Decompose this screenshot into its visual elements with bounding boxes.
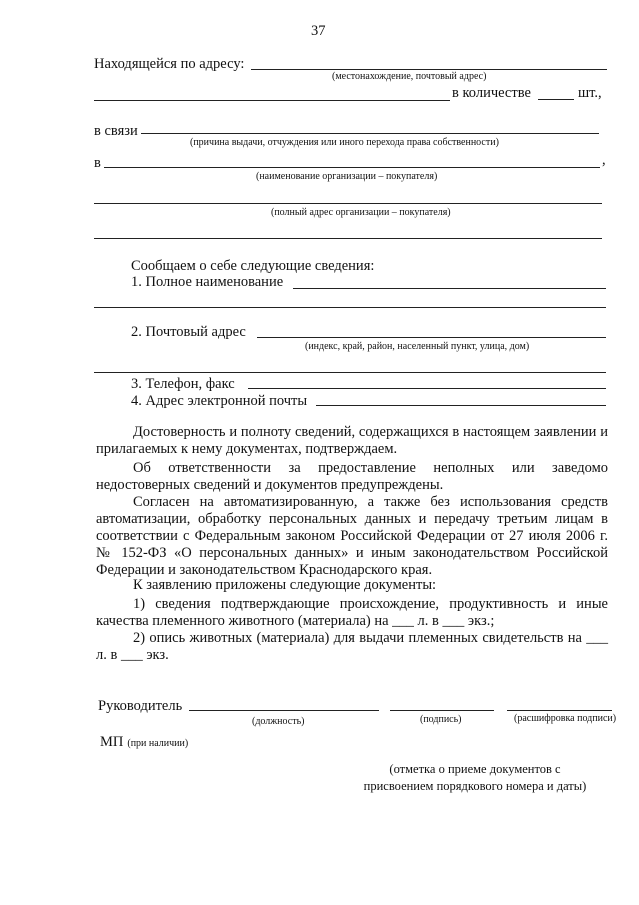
phone-field-line[interactable] xyxy=(248,388,606,389)
responsibility-paragraph: Об ответственности за предоставление неполных или заведомо недостоверных сведений и документов предупреждены. xyxy=(96,460,608,493)
address-hint: (местонахождение, почтовый адрес) xyxy=(332,71,487,82)
reason-hint: (причина выдачи, отчуждения или иного перехода права собственности) xyxy=(190,137,499,148)
decoding-hint: (расшифровка подписи) xyxy=(514,713,617,724)
consent-paragraph: Согласен на автоматизированную, а также без использования средств автоматизации, обработку персональных данных и передачу третьим лицам в соответствии с Федеральным законом Российской Федерации от 27 июля 2006 г. № 152-ФЗ «О персональных данных» и иным законодательством Российской Федерации и законодательством Краснодарского края. xyxy=(96,494,608,578)
recipient-field-line[interactable] xyxy=(104,167,600,168)
recipient-address-line-1[interactable] xyxy=(94,203,602,204)
position-hint: (должность) xyxy=(252,716,305,727)
signature-label: Руководитель xyxy=(98,698,183,714)
reason-field-line[interactable] xyxy=(141,133,599,134)
attachment-item-1: 1) сведения подтверждающие происхождение, продуктивность и иные качества племенного животного (материала) на ___ л. в ___ экз.; xyxy=(96,596,608,629)
receipt-mark-line-1: (отметка о приеме документов с xyxy=(389,762,561,776)
accuracy-paragraph: Достоверность и полноту сведений, содержащихся в настоящем заявлении и прилагаемых к нему документах, подтверждаем. xyxy=(96,424,608,457)
quantity-prefix: в количестве xyxy=(452,85,531,101)
phone-label: 3. Телефон, факс xyxy=(131,376,235,392)
recipient-address-line-2[interactable] xyxy=(94,238,602,239)
reason-label: в связи xyxy=(94,123,138,139)
seal-label xyxy=(100,733,188,751)
recipient-address-hint: (полный адрес организации – покупателя) xyxy=(271,207,451,218)
quantity-field-line[interactable] xyxy=(538,99,574,100)
recipient-hint: (наименование организации – покупателя) xyxy=(256,171,438,182)
receipt-mark-line-2: присвоением порядкового номера и даты) xyxy=(363,779,587,793)
seal-hint: (при наличии) xyxy=(127,738,189,749)
postal-address-field-line[interactable] xyxy=(257,337,606,338)
recipient-comma: , xyxy=(602,152,606,168)
email-label: 4. Адрес электронной почты xyxy=(131,393,308,409)
address-label: Находящейся по адресу: xyxy=(94,56,245,72)
address-field-line-2[interactable] xyxy=(94,100,450,101)
signature-hint: (подпись) xyxy=(420,714,462,725)
position-field-line[interactable] xyxy=(189,710,379,711)
quantity-suffix: шт., xyxy=(578,85,602,101)
seal-text: МП xyxy=(100,734,124,750)
receipt-mark xyxy=(350,761,600,795)
postal-address-hint: (индекс, край, район, населенный пункт, улица, дом) xyxy=(305,341,530,352)
postal-address-label: 2. Почтовый адрес xyxy=(131,324,246,340)
full-name-field-line[interactable] xyxy=(293,288,606,289)
full-name-field-line-2[interactable] xyxy=(94,307,606,308)
attachments-intro: К заявлению приложены следующие документы: xyxy=(133,577,437,593)
email-field-line[interactable] xyxy=(316,405,606,406)
address-field-line[interactable] xyxy=(251,69,607,70)
recipient-label: в xyxy=(94,155,101,171)
signature-field-line[interactable] xyxy=(390,710,494,711)
decoding-field-line[interactable] xyxy=(507,710,612,711)
postal-address-field-line-2[interactable] xyxy=(94,372,606,373)
full-name-label: 1. Полное наименование xyxy=(131,274,284,290)
info-intro: Сообщаем о себе следующие сведения: xyxy=(131,258,375,274)
attachment-item-2: 2) опись животных (материала) для выдачи племенных свидетельств на ___ л. в ___ экз. xyxy=(96,630,608,663)
page-number: 37 xyxy=(311,23,326,39)
